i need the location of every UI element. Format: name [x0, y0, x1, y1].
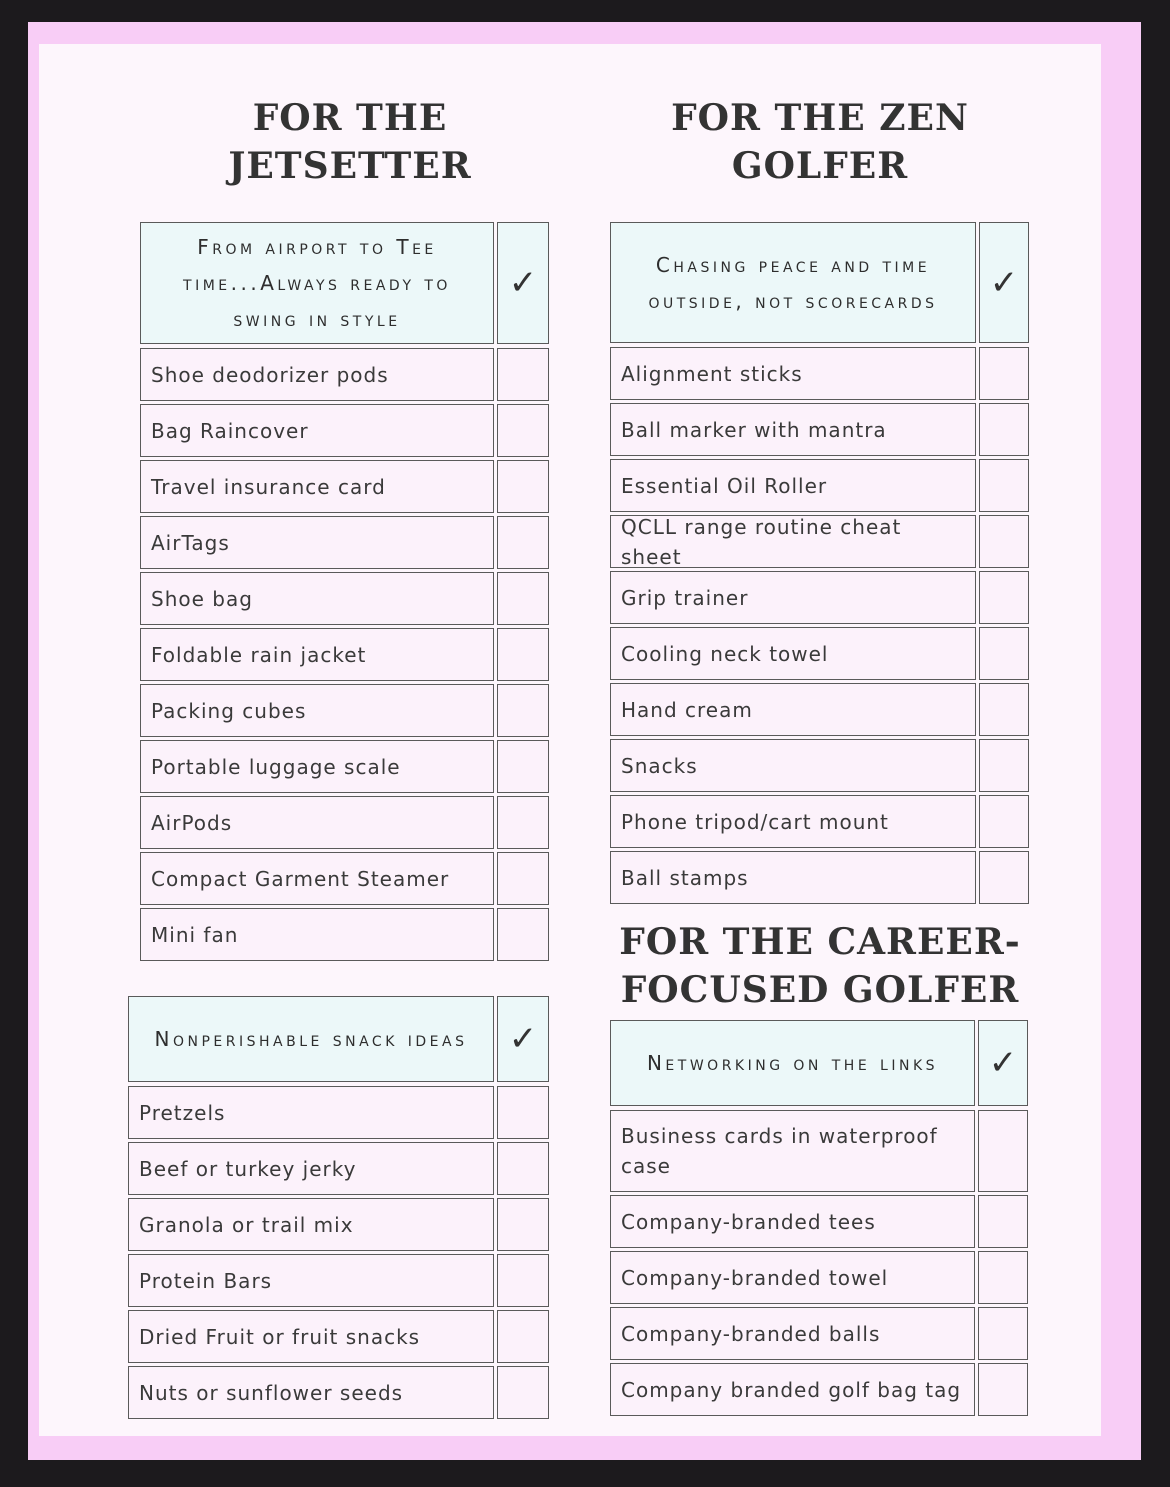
heading-line: JETSETTER [228, 145, 472, 187]
checklist-item-label: Alignment sticks [610, 347, 976, 400]
checklist-item-label: AirTags [140, 516, 494, 569]
check-column-header [979, 222, 1029, 343]
checkbox[interactable] [979, 795, 1029, 848]
checkbox[interactable] [979, 683, 1029, 736]
checklist-item-label: Company branded golf bag tag [610, 1363, 975, 1416]
checkbox[interactable] [979, 515, 1029, 568]
heading-line: GOLFER [731, 145, 909, 187]
checkbox[interactable] [978, 1195, 1028, 1248]
checkbox[interactable] [497, 1310, 549, 1363]
checklist-item-label: Snacks [610, 739, 976, 792]
checkbox[interactable] [979, 403, 1029, 456]
checkbox[interactable] [979, 627, 1029, 680]
checklist-header-cell [140, 222, 494, 344]
checklist-header-cell [128, 996, 494, 1082]
check-column-header [978, 1020, 1028, 1106]
heading-career [600, 918, 1040, 1014]
checklist-item-label: Compact Garment Steamer [140, 852, 494, 905]
checkbox[interactable] [978, 1110, 1028, 1192]
checklist-item-label: Foldable rain jacket [140, 628, 494, 681]
checkmark-icon: ✓ [508, 263, 538, 303]
check-column-header [497, 996, 549, 1082]
checkmark-icon: ✓ [989, 262, 1019, 303]
checkbox[interactable] [978, 1363, 1028, 1416]
checklist-item-label: Ball stamps [610, 851, 976, 904]
checkbox[interactable] [497, 628, 549, 681]
checklist-item-label: Dried Fruit or fruit snacks [128, 1310, 494, 1363]
checklist-item-label: Grip trainer [610, 571, 976, 624]
checkbox[interactable] [979, 739, 1029, 792]
checkbox[interactable] [497, 460, 549, 513]
checklist-item-label: Granola or trail mix [128, 1198, 494, 1251]
checkbox[interactable] [497, 348, 549, 401]
heading-line: FOR THE CAREER- [619, 921, 1021, 963]
checklist-header-text: Networking on the links [646, 1051, 939, 1075]
heading-zen [610, 94, 1030, 190]
checkbox[interactable] [497, 796, 549, 849]
checkbox[interactable] [497, 740, 549, 793]
checkbox[interactable] [497, 1366, 549, 1419]
checkbox[interactable] [979, 347, 1029, 400]
checkbox[interactable] [497, 1198, 549, 1251]
checklist-item-label: Bag Raincover [140, 404, 494, 457]
checklist-item-label: Mini fan [140, 908, 494, 961]
checklist-item-label: Phone tripod/cart mount [610, 795, 976, 848]
checklist-item-label: Packing cubes [140, 684, 494, 737]
checklist-header-text: Chasing peace and time outside, not scorecards [648, 252, 938, 313]
checkbox[interactable] [497, 1254, 549, 1307]
check-column-header [497, 222, 549, 344]
checkbox[interactable] [497, 516, 549, 569]
checklist-header-text: From airport to Tee time...Always ready to swing in style [183, 235, 451, 331]
heading-line: FOR THE ZEN [671, 97, 969, 139]
checklist-item-label: Pretzels [128, 1086, 494, 1139]
checkbox[interactable] [497, 572, 549, 625]
checklist-item-label: QCLL range routine cheat sheet [610, 515, 976, 568]
checkbox[interactable] [979, 571, 1029, 624]
checklist-item-label: Ball marker with mantra [610, 403, 976, 456]
checkbox[interactable] [978, 1251, 1028, 1304]
checkbox[interactable] [497, 852, 549, 905]
checklist-item-label: Portable luggage scale [140, 740, 494, 793]
checkbox[interactable] [497, 404, 549, 457]
heading-jetsetter [150, 94, 550, 190]
checklist-item-label: Beef or turkey jerky [128, 1142, 494, 1195]
checklist-item-label: Cooling neck towel [610, 627, 976, 680]
checkbox[interactable] [979, 459, 1029, 512]
heading-line: FOCUSED GOLFER [620, 969, 1020, 1011]
checkbox[interactable] [978, 1307, 1028, 1360]
heading-line: FOR THE [252, 97, 448, 139]
checklist-item-label: Shoe deodorizer pods [140, 348, 494, 401]
checkbox[interactable] [497, 1086, 549, 1139]
checklist-item-label: Business cards in waterproof case [610, 1110, 975, 1192]
checklist-item-label: Company-branded tees [610, 1195, 975, 1248]
checklist-item-label: Company-branded towel [610, 1251, 975, 1304]
checkmark-icon: ✓ [508, 1019, 538, 1059]
checklist-header-cell [610, 1020, 975, 1106]
checkbox[interactable] [497, 1142, 549, 1195]
checkbox[interactable] [979, 851, 1029, 904]
checklist-item-label: AirPods [140, 796, 494, 849]
checklist-item-label: Essential Oil Roller [610, 459, 976, 512]
checkbox[interactable] [497, 908, 549, 961]
checklist-item-label: Company-branded balls [610, 1307, 975, 1360]
checklist-item-label: Shoe bag [140, 572, 494, 625]
checklist-header-text: Nonperishable snack ideas [154, 1027, 468, 1051]
checklist-item-label: Protein Bars [128, 1254, 494, 1307]
checklist-header-cell [610, 222, 976, 343]
checklist-item-label: Hand cream [610, 683, 976, 736]
checklist-item-label: Nuts or sunflower seeds [128, 1366, 494, 1419]
checkmark-icon: ✓ [988, 1043, 1018, 1083]
checkbox[interactable] [497, 684, 549, 737]
checklist-item-label: Travel insurance card [140, 460, 494, 513]
